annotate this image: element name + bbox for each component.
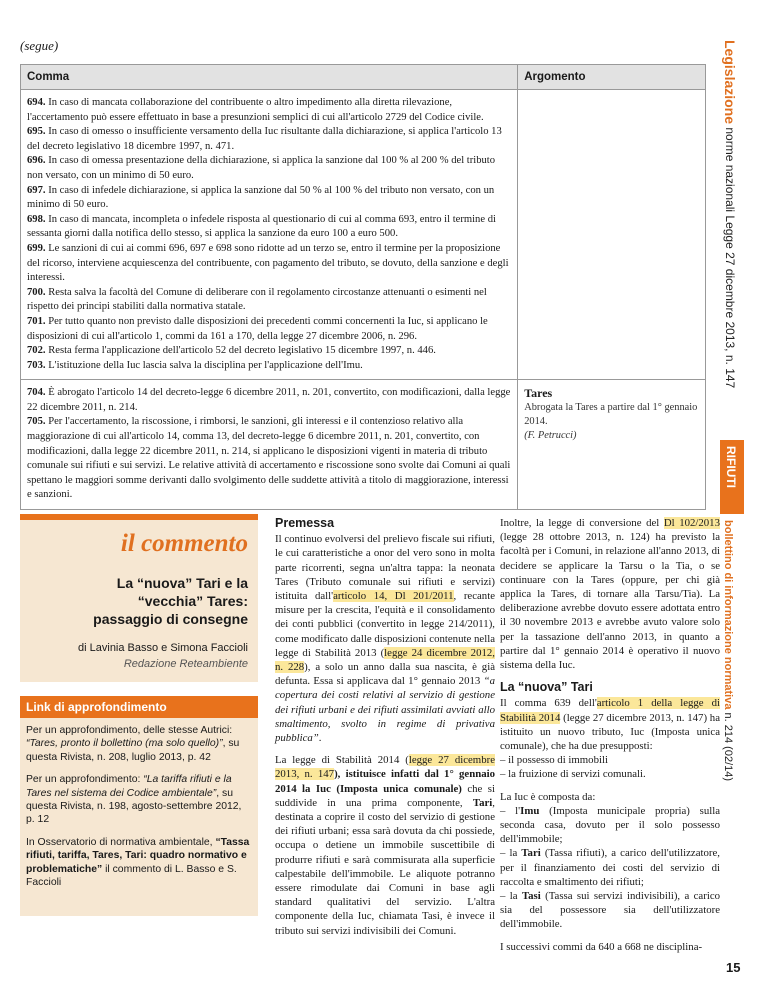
link-box-header: Link di approfondimento bbox=[20, 696, 258, 718]
bold-text: Tasi bbox=[521, 890, 541, 903]
redazione-line: Redazione Reteambiente bbox=[123, 658, 248, 670]
comma-text: Resta salva la facoltà del Comune di deliberare con il regolamento circostanze attenuanti o esimenti nel rispetto dei principi stabiliti dalla normativa statale. bbox=[27, 286, 487, 313]
link-text: , su questa Rivista, n. 198, agosto-settembre 2012, p. 12 bbox=[26, 787, 242, 826]
body-paragraph bbox=[500, 516, 720, 672]
law-link[interactable]: legge 24 dicembre 2012, n. 228 bbox=[275, 646, 495, 674]
law-link[interactable]: Dl 102/2013 bbox=[663, 517, 720, 529]
body-text: ), a solo un anno dalla sua nascita, è già defunta. bbox=[275, 661, 495, 688]
body-paragraph bbox=[500, 696, 720, 781]
comma-paragraph bbox=[27, 315, 511, 344]
list-item: – il possesso di immobili bbox=[500, 754, 608, 767]
rifiuti-label: RIFIUTI bbox=[724, 446, 738, 488]
comma-number: 694. bbox=[27, 97, 46, 108]
side-section-accent: Legislazione bbox=[722, 40, 738, 125]
comma-text: Per l'accertamento, la riscossione, i rimborsi, le sanzioni, gli interessi e il contenzioso relativo alla maggiorazione di cui all'articolo 14, comma 13, del decreto-legge 6 dicembre 2011, n. 201, convertito, con modificazioni, dalla legge 22 dicembre 2011, n. 214, si applicano le disposizioni vigenti in materia di tributo comunale sui rifiuti e sui servizi. Le relative attività di accertamento e riscossione sono svolte dai Comuni ai quali spettano le maggiori somme derivanti dallo svolgimento delle suddette attività a titolo di maggiorazione, interessi e sanzioni. bbox=[27, 416, 511, 501]
comma-paragraph bbox=[27, 96, 511, 125]
comma-number: 705. bbox=[27, 416, 46, 428]
link-text: il commento di L. Basso e S. Faccioli bbox=[26, 863, 237, 889]
body-paragraph bbox=[500, 790, 720, 932]
comma-paragraph bbox=[27, 154, 511, 183]
link-text: In Osservatorio di normativa ambientale, bbox=[26, 836, 216, 848]
list-item: – la fruizione di servizi comunali. bbox=[500, 768, 646, 781]
list-item: – la bbox=[500, 890, 522, 903]
argomento-title: Tares bbox=[524, 386, 553, 401]
link-text: Per un approfondimento: bbox=[26, 774, 144, 786]
side-section-label bbox=[722, 40, 738, 388]
list-item: (Imposta municipale propria) sulla seconda casa, dovuto per il solo possesso dell'immobile; bbox=[500, 804, 721, 846]
comma-number: 701. bbox=[27, 315, 46, 327]
comma-number: 704. bbox=[27, 387, 46, 399]
header-argomento: Argomento bbox=[518, 65, 706, 90]
body-text: L'altra componente della Iuc, chiamata Tasi, è invece il tributo sui servizi indivisibili dei Comuni. bbox=[275, 896, 495, 937]
link-box bbox=[20, 696, 258, 916]
article-title-line: La “nuova” Tari e la bbox=[116, 575, 248, 591]
comma-paragraph bbox=[27, 286, 511, 315]
bold-text: Tari bbox=[521, 847, 541, 860]
body-paragraph: I successivi commi da 640 a 668 ne disciplina- bbox=[500, 940, 703, 953]
article-column-middle bbox=[275, 516, 495, 946]
comma-text: In caso di omesso o insufficiente versamento della Iuc risultante dalla dichiarazione, si applica l'articolo 13 del decreto legislativo 18 dicembre 1997, n. 471. bbox=[27, 126, 502, 152]
comma-text: In caso di mancata, incompleta o infedele risposta al questionario di cui al comma 693, entro il termine di sessanta giorni dalla notifica dello stesso, si applica la sanzione da euro 100 a euro 500. bbox=[27, 213, 496, 240]
argomento-cell bbox=[518, 90, 706, 380]
comma-cell bbox=[21, 380, 518, 510]
body-text: (legge 28 ottobre 2013, n. 124) ha previsto la facoltà per i Comuni, in relazione all'anno 2013, di decidere se applicare la Tarsu o la Tia, o se continuare con la Tares (oppure, per chi già applica la Tares, di tornare alla Tarsu/Tia). La deliberazione avrebbe dovuto essere adottata entro il 30 novembre 2013 e avrebbe avuto valore solo per la tassazione dell'anno 2013, in quanto a partire dal 1° gennaio 2014 è operativo il nuovo sistema della Iuc. bbox=[500, 531, 720, 672]
comma-text: L'istituzione della Iuc lascia salva la disciplina per l'applicazione dell'Imu. bbox=[45, 359, 363, 371]
bold-text: ), istituisce infatti dal 1° gennaio 2014 la Iuc (Imposta unica comunale) bbox=[275, 768, 496, 795]
body-text: Il comma 639 dell' bbox=[500, 697, 597, 710]
body-text: La Iuc è composta da: bbox=[500, 790, 596, 803]
page-number: 15 bbox=[726, 960, 741, 975]
bold-text: Imu bbox=[520, 804, 540, 817]
argomento-cell bbox=[518, 380, 706, 510]
article-title-line: passaggio di consegne bbox=[93, 611, 248, 627]
law-link[interactable]: legge 27 dicembre 2013, n. 147 bbox=[275, 754, 495, 781]
body-text: . bbox=[318, 732, 322, 745]
comma-paragraph bbox=[27, 359, 511, 374]
link-title: “La tariffa rifiuti e la Tares nel sistema dei Codice ambientale” bbox=[26, 774, 232, 799]
body-text: , recante misure per la crescita, l'equità e il consolidamento dei conti pubblici (convertito in legge 214/2011), come modificato dalle disposizioni contenute nella legge di Stabilità 2013 ( bbox=[275, 590, 495, 659]
comma-text: In caso di infedele dichiarazione, si applica la sanzione dal 50 % al 100 % del tributo non versato, con un minimo di 50 euro. bbox=[27, 184, 495, 211]
article-authors bbox=[78, 640, 248, 672]
list-item: – la bbox=[500, 847, 522, 860]
body-paragraph bbox=[275, 532, 495, 745]
body-paragraph bbox=[275, 753, 495, 938]
section-heading: Premessa bbox=[275, 516, 335, 530]
link-text: , su questa Rivista, n. 208, luglio 2013, p. 42 bbox=[26, 738, 240, 763]
list-item: (Tassa sui servizi indivisibili), a carico sia del possessore sia dell'utilizzatore dell'immobile. bbox=[500, 890, 721, 931]
body-text: , destinata a coprire il costo del servizio di gestione dei rifiuti urbani; essa sarà dovuta da chi possiede, occupa o detiene un immobile suscettibile di produrre rifiuti e sarà commisurata alla superficie calpestabile dell'immobile. Le aliquote potranno essere rimodulate dai Comuni in base agli standard qualitativi del servizio. bbox=[275, 796, 495, 909]
section-heading: La “nuova” Tari bbox=[500, 680, 593, 695]
table-row bbox=[21, 380, 706, 510]
body-text: (legge 27 dicembre 2013, n. 147) ha istituito un nuovo tributo, Iuc (Imposta unica comunale), che ha due presupposti: bbox=[500, 711, 720, 753]
comma-number: 697. bbox=[27, 184, 46, 196]
comma-text: Le sanzioni di cui ai commi 696, 697 e 698 sono ridotte ad un terzo se, entro il termine per la proposizione del ricorso, interviene acquiescenza del contribuente, con pagamento del tributo, se dovuto, della sanzione e degli interessi. bbox=[27, 242, 509, 284]
body-text: La legge di Stabilità 2014 ( bbox=[275, 754, 409, 767]
comma-number: 699. bbox=[27, 242, 46, 254]
rifiuti-tab bbox=[720, 440, 744, 514]
link-item[interactable] bbox=[26, 724, 252, 764]
comma-number: 703. bbox=[27, 359, 46, 371]
comma-paragraph bbox=[27, 386, 511, 415]
argomento-author: (F. Petrucci) bbox=[524, 429, 577, 441]
side-bulletin-rest: n. 214 (02/14) bbox=[722, 709, 734, 782]
side-bulletin-accent: bollettino di informazione normativa bbox=[722, 520, 734, 710]
article-column-right bbox=[500, 516, 720, 962]
comma-cell bbox=[21, 90, 518, 380]
comma-number: 702. bbox=[27, 345, 46, 357]
link-text: Per un approfondimento, delle stesse Autrici: bbox=[26, 725, 233, 736]
law-link[interactable]: articolo 14, Dl 201/2011 bbox=[333, 590, 454, 603]
bold-text: Tari bbox=[472, 796, 493, 809]
body-text: Essa si applicava dal 1° gennaio 2013 bbox=[313, 675, 484, 688]
body-text: che si suddivide in una prima componente, bbox=[275, 782, 495, 809]
comma-paragraph bbox=[27, 184, 511, 213]
article-title-line: “vecchia” Tares: bbox=[137, 593, 248, 609]
link-box-body bbox=[20, 718, 258, 904]
comma-paragraph bbox=[27, 415, 511, 503]
body-text: Il continuo evolversi del prelievo fiscale sui rifiuti, le cui caratteristiche a onor del vero sono in molta parte ricorrenti, segna un'altra tappa: la neonata Tares (Tributo comunale sui rifiuti e servizi) istituita dall' bbox=[275, 533, 495, 603]
comma-number: 695. bbox=[27, 126, 46, 138]
argomento-text: Abrogata la Tares a partire dal 1° gennaio 2014. bbox=[524, 401, 698, 427]
side-section-rest: norme nazionali Legge 27 dicembre 2013, n. 147 bbox=[723, 124, 737, 389]
article-title bbox=[93, 574, 248, 628]
link-item[interactable] bbox=[26, 773, 252, 827]
comma-number: 698. bbox=[27, 213, 46, 225]
side-bulletin-label bbox=[722, 520, 734, 781]
comma-text: Resta ferma l'applicazione dell'articolo 52 del decreto legislativo 15 dicembre 1997, n. 446. bbox=[45, 345, 436, 357]
link-title: “Tassa rifiuti, tariffa, Tares, Tari: quadro normativo e problematiche” bbox=[26, 836, 250, 875]
law-table bbox=[20, 64, 706, 510]
comma-number: 696. bbox=[27, 155, 46, 167]
body-text: Inoltre, la legge di conversione del bbox=[500, 517, 664, 529]
list-item: – l' bbox=[500, 804, 521, 817]
authors-line: di Lavinia Basso e Simona Faccioli bbox=[78, 642, 248, 654]
comma-number: 700. bbox=[27, 286, 46, 298]
comma-text: In caso di omessa presentazione della dichiarazione, si applica la sanzione dal 100 % al 200 % del tributo non versato, con un minimo di 50 euro. bbox=[27, 155, 496, 181]
comma-paragraph bbox=[27, 242, 511, 286]
segue-label: (segue) bbox=[20, 38, 59, 53]
comma-paragraph bbox=[27, 125, 511, 154]
link-title: “Tares, pronto il bollettino (ma solo quello)” bbox=[26, 738, 223, 750]
list-item: (Tassa rifiuti), a carico dell'utilizzatore, per il finanziamento dei costi del servizio di raccolta e smaltimento dei rifiuti; bbox=[500, 847, 720, 888]
comma-text: È abrogato l'articolo 14 del decreto-legge 6 dicembre 2011, n. 201, convertito, con modificazioni, dalla legge 22 dicembre 2011, n. 214. bbox=[27, 387, 511, 413]
link-item[interactable] bbox=[26, 836, 252, 890]
comma-text: In caso di mancata collaborazione del contribuente o altro impedimento alla diretta rilevazione, l'accertamento può essere effettuato in base a presunzioni semplici di cui all'articolo 2729 del Codice civile. bbox=[27, 97, 484, 123]
header-comma: Comma bbox=[21, 65, 518, 90]
commento-title: il commento bbox=[120, 530, 248, 557]
law-link[interactable]: articolo 1 della legge di Stabilità 2014 bbox=[500, 697, 720, 724]
comma-paragraph bbox=[27, 213, 511, 242]
commento-box bbox=[20, 520, 258, 682]
quote-text: “a copertura dei costi relativi al servizio di gestione dei rifiuti urbani e dei rifiuti assimilati avviati allo smaltimento, svolto in regime di privativa pubblica” bbox=[275, 675, 495, 745]
comma-text: Per tutto quanto non previsto dalle disposizioni dei precedenti commi concernenti la Iuc, si applicano le disposizioni di cui all'articolo 1, commi da 161 a 170, della legge 27 dicembre 2006, n. 296. bbox=[27, 315, 488, 342]
table-row bbox=[21, 90, 706, 380]
comma-paragraph bbox=[27, 344, 511, 359]
